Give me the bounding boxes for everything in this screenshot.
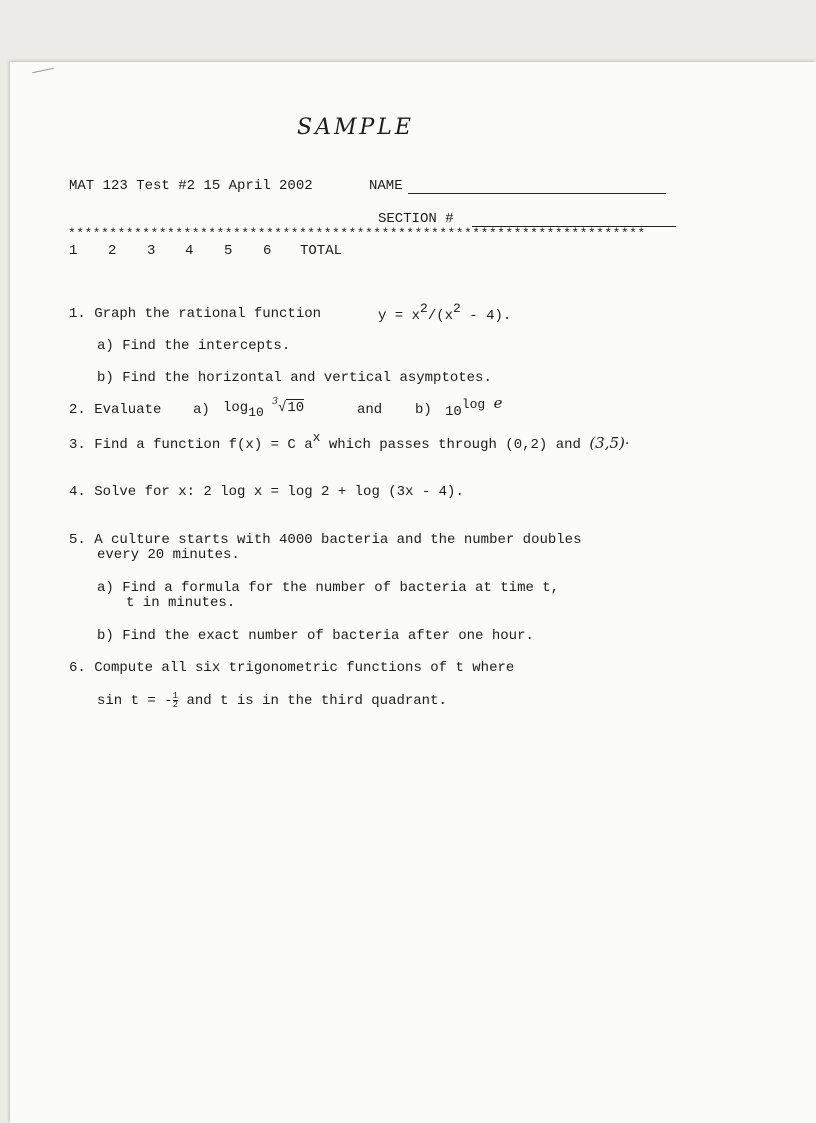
- question-2a-expr: [223, 397, 305, 420]
- question-5a-line-2: t in minutes.: [126, 595, 236, 611]
- b-base: 10: [445, 404, 462, 420]
- name-label: NAME: [369, 178, 403, 194]
- question-5a-line-1: a) Find a formula for the number of bacteria at time t,: [97, 580, 560, 596]
- question-5-line-2: every 20 minutes.: [97, 547, 240, 563]
- question-1a: a) Find the intercepts.: [97, 338, 291, 354]
- score-item-1: 1: [69, 243, 78, 259]
- root-index: 3: [272, 397, 278, 407]
- question-2b-label: b): [415, 402, 432, 418]
- score-item-5: 5: [224, 243, 233, 259]
- formula-y: y = x: [378, 308, 421, 324]
- question-2b-expr: [445, 394, 503, 420]
- score-total-label: TOTAL: [300, 243, 343, 259]
- formula-end: - 4).: [460, 308, 512, 324]
- b-exp: log: [461, 397, 486, 412]
- question-3: [69, 430, 630, 453]
- score-item-4: 4: [185, 243, 194, 259]
- formula-exp-1: 2: [420, 301, 428, 316]
- score-item-3: 3: [147, 243, 156, 259]
- question-6-line-1: 6. Compute all six trigonometric functions of t where: [69, 660, 515, 676]
- question-2a-label: a): [193, 402, 210, 418]
- frac-num: 1: [172, 691, 179, 701]
- question-1b: b) Find the horizontal and vertical asymptotes.: [97, 370, 492, 386]
- log-base: 10: [248, 405, 264, 420]
- cube-root: [272, 397, 305, 417]
- question-2-and: and: [357, 402, 383, 418]
- radicand: 10: [287, 400, 305, 416]
- question-5b: b) Find the exact number of bacteria after one hour.: [97, 628, 534, 644]
- question-3-hand-end: ·: [624, 436, 630, 452]
- fraction-one-half: [173, 692, 178, 709]
- sample-heading: SAMPLE: [297, 115, 414, 140]
- question-5-line-1: 5. A culture starts with 4000 bacteria and the number doubles: [69, 532, 582, 548]
- score-item-6: 6: [263, 243, 272, 259]
- question-1-formula: [378, 301, 512, 324]
- sin-post: and t is in the third quadrant.: [186, 693, 447, 710]
- question-3-hand-point: (3,5): [589, 434, 625, 452]
- b-exp-hand: e: [493, 394, 503, 412]
- name-field: [408, 193, 666, 194]
- formula-mid: /(x: [427, 308, 454, 324]
- question-1: 1. Graph the rational function: [69, 306, 322, 322]
- sin-pre: sin t = -: [97, 693, 173, 710]
- radical-sign: √: [277, 400, 287, 416]
- course-line: MAT 123 Test #2 15 April 2002: [69, 178, 313, 194]
- question-6-line-2: [97, 692, 447, 709]
- question-3-text: 3. Find a function f(x) = C a: [69, 437, 313, 453]
- score-item-2: 2: [108, 243, 117, 259]
- question-2: 2. Evaluate: [69, 402, 162, 418]
- log-word: log: [223, 400, 249, 416]
- formula-exp-2: 2: [453, 301, 461, 316]
- question-3-exp: x: [312, 430, 321, 445]
- section-label: SECTION #: [378, 211, 454, 227]
- star-divider: **********************************************************************: [68, 226, 646, 241]
- question-3-rest: which passes through (0,2) and: [328, 437, 581, 453]
- frac-den: 2: [172, 700, 179, 710]
- question-4: 4. Solve for x: 2 log x = log 2 + log (3x - 4).: [69, 484, 464, 500]
